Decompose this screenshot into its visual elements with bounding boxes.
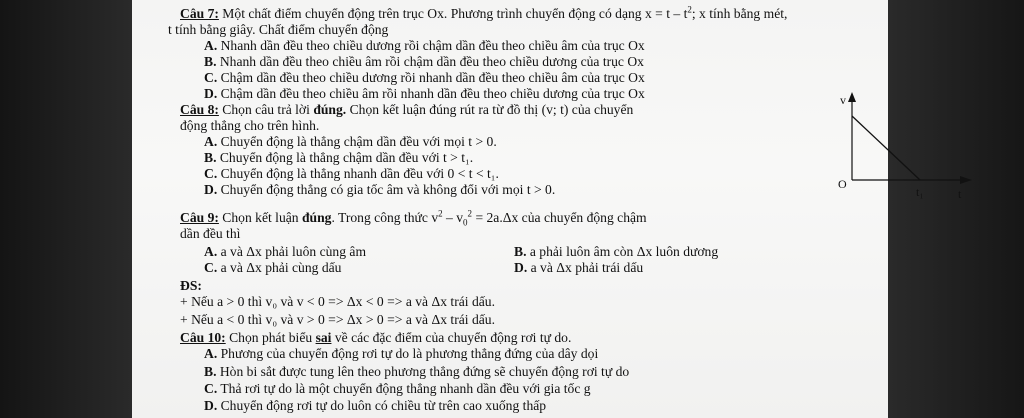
q10-number: Câu 10: (180, 330, 226, 345)
answer-heading: ĐS: (180, 278, 202, 293)
q10-option-b: B. Hòn bi sắt được tung lên theo phương thẳng đứng sẽ chuyển động rơi tự do (204, 364, 630, 379)
background-right (888, 0, 1024, 418)
q7-number: Câu 7: (180, 6, 219, 21)
q8-option-b: B. Chuyển động là thẳng chậm dần đều với t > t₁. (204, 150, 474, 165)
q10-option-a: A. Phương của chuyển động rơi tự do là phương thẳng đứng của dây dọi (204, 346, 599, 361)
q9-stem: Câu 9: Chọn kết luận đúng. Trong công thức $v^2 - v_0^2 = 2a.\Delta x$ của chuyển động chậm (180, 208, 647, 228)
q8-stem: Câu 8: Chọn câu trả lời đúng. Chọn kết luận đúng rút ra từ đồ thị (v; t) của chuyển (180, 102, 634, 117)
velocity-line (852, 116, 920, 180)
t-axis-label: t (958, 187, 962, 201)
origin-label: O (838, 177, 847, 191)
q10-option-d: D. Chuyển động rơi tự do luôn có chiều từ trên cao xuống thấp (204, 398, 547, 413)
v-axis-arrow (848, 92, 856, 102)
answer-line-1: + Nếu a > 0 thì v₀ và v < 0 => Δx < 0 => a và Δx trái dấu. (180, 294, 495, 309)
q7-option-d: D. Chậm dần đều theo chiều âm rồi nhanh dần đều theo chiều dương của trục Ox (204, 86, 645, 101)
q9-option-a: A. a và Δx phải luôn cùng âm (204, 244, 367, 259)
q7-stem-line2: t tính bằng giây. Chất điểm chuyển động (168, 22, 389, 37)
q8-option-c: C. Chuyển động là thẳng nhanh dần đều với 0 < t < t₁. (204, 166, 499, 181)
background-left (0, 0, 132, 418)
q9-option-b: B. a phải luôn âm còn Δx luôn dương (514, 244, 719, 259)
q9-stem-line2: dần đều thì (180, 226, 241, 241)
answer-line-2: + Nếu a < 0 thì v₀ và v > 0 => Δx > 0 => a và Δx trái dấu. (180, 312, 495, 327)
q9-option-c: C. a và Δx phải cùng dấu (204, 260, 342, 275)
q7-option-a: A. Nhanh dần đều theo chiều dương rồi chậm dần đều theo chiều âm của trục Ox (204, 38, 645, 53)
velocity-time-graph (832, 90, 982, 205)
q8-number: Câu 8: (180, 102, 219, 117)
q10-stem: Câu 10: Chọn phát biểu sai về các đặc điểm của chuyển động rơi tự do. (180, 330, 572, 345)
t-axis-arrow (960, 176, 972, 184)
q8-option-a: A. Chuyển động là thẳng chậm dần đều với mọi t > 0. (204, 134, 497, 149)
q8-option-d: D. Chuyển động thẳng có gia tốc âm và không đổi với mọi t > 0. (204, 182, 556, 197)
t1-label: t₁ (916, 185, 924, 199)
document-page (132, 0, 962, 418)
q7-stem: Câu 7: Một chất điểm chuyển động trên trục Ox. Phương trình chuyển động có dạng $x = t - t^2$; x tính bằng mét, (180, 4, 788, 21)
v-axis-label: v (840, 93, 846, 107)
q9-option-d: D. a và Δx phải trái dấu (514, 260, 644, 275)
q8-stem-line2: động thẳng cho trên hình. (180, 118, 320, 133)
q9-number: Câu 9: (180, 210, 219, 225)
q10-option-c: C. Thả rơi tự do là một chuyển động thẳng nhanh dần đều với gia tốc g (204, 381, 591, 396)
q7-option-c: C. Chậm dần đều theo chiều dương rồi nhanh dần đều theo chiều âm của trục Ox (204, 70, 645, 85)
q7-option-b: B. Nhanh dần đều theo chiều âm rồi chậm dần đều theo chiều dương của trục Ox (204, 54, 644, 69)
